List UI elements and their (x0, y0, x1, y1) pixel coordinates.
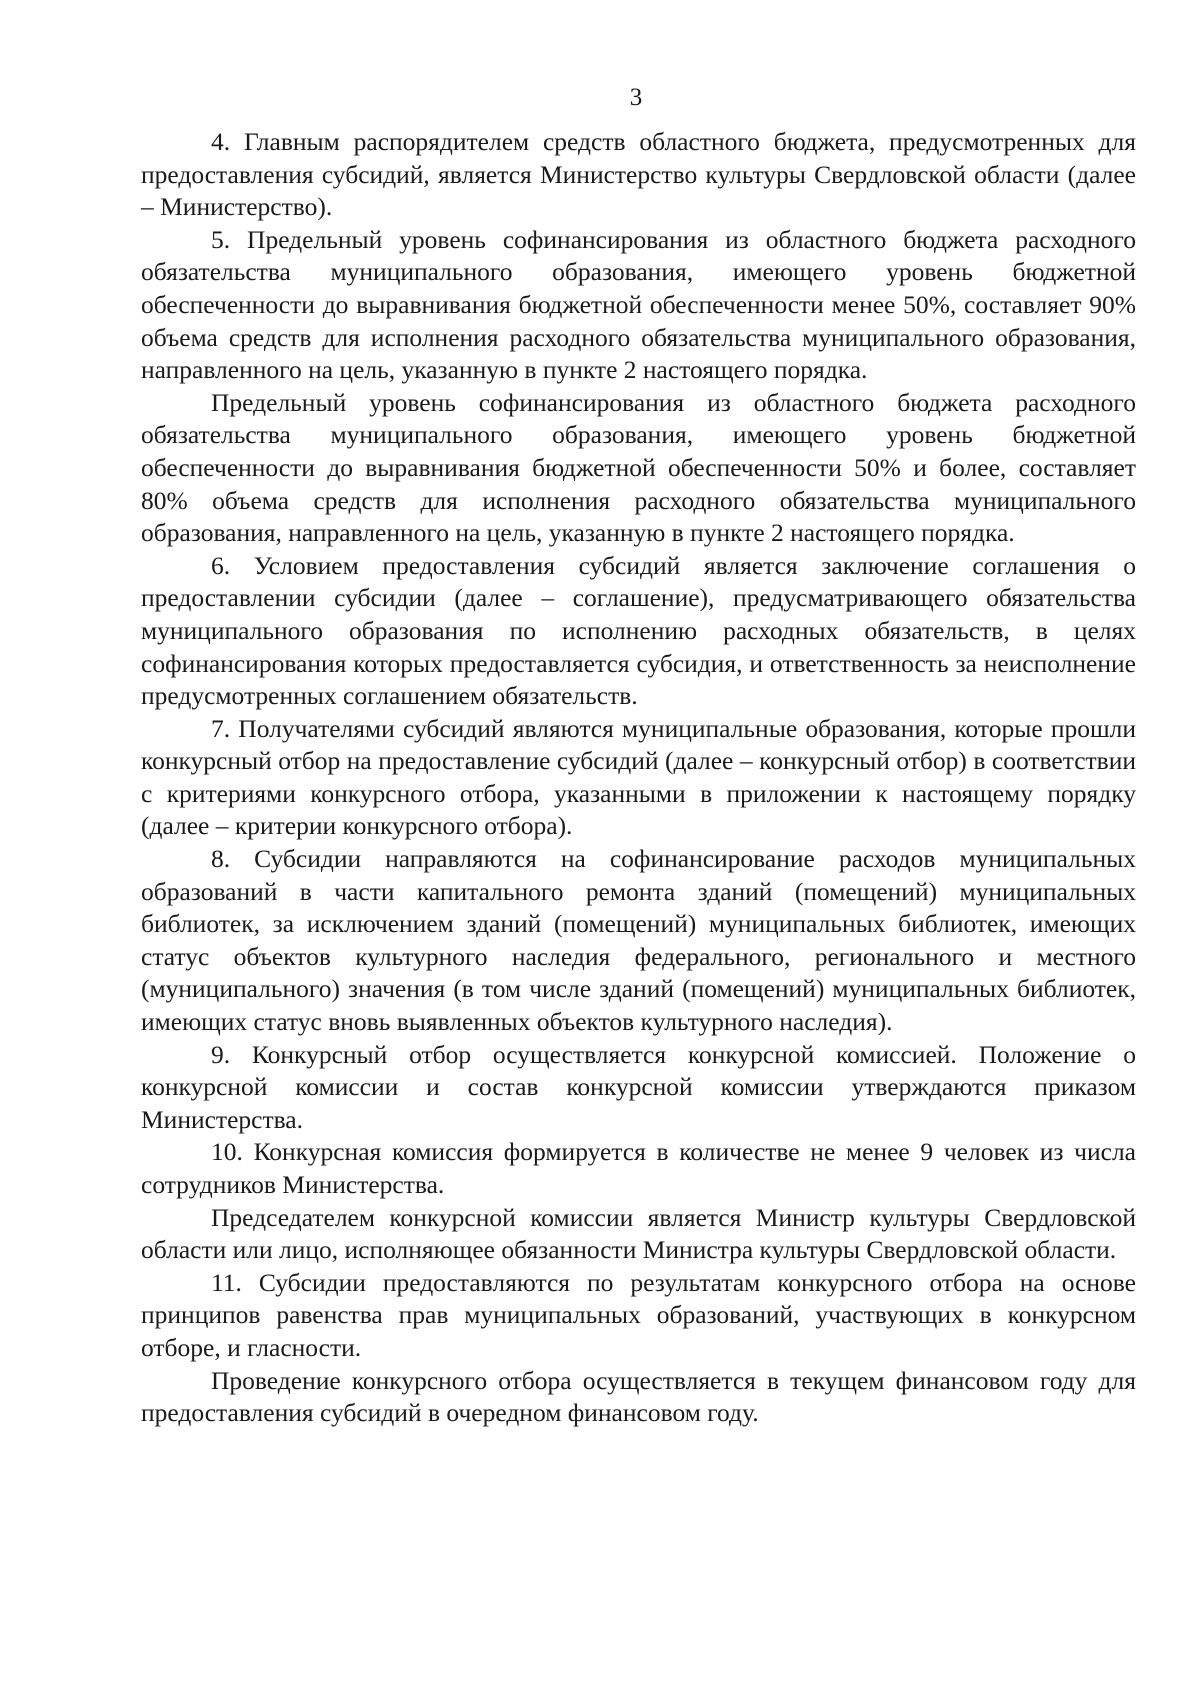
page-number: 3 (629, 84, 643, 111)
paragraph-item-10-chairman: Председателем конкурсной комиссии является Министр культуры Свердловской области или лицо, исполняющее обязанности Министра культуры Свердловской области. (141, 1202, 1136, 1265)
paragraph-item-9: 9. Конкурсный отбор осуществляется конкурсной комиссией. Положение о конкурсной комиссии и состав конкурсной комиссии утверждаются приказом Министерства. (141, 1039, 1136, 1134)
paragraph-item-8: 8. Субсидии направляются на софинансирование расходов муниципальных образований в части капитального ремонта зданий (помещений) муниципальных библиотек, за исключением зданий (помещений) муниципальных библиотек, имеющих статус объектов культурного наследия федерального, регионального и местного (муниципального) значения (в том числе зданий (помещений) муниципальных библиотек, имеющих статус вновь выявленных объектов культурного наследия). (141, 844, 1136, 1037)
paragraph-item-10: 10. Конкурсная комиссия формируется в количестве не менее 9 человек из числа сотрудников Министерства. (141, 1137, 1136, 1199)
paragraph-item-7: 7. Получателями субсидий являются муниципальные образования, которые прошли конкурсный отбор на предоставление субсидий (далее – конкурсный отбор) в соответствии с критериями конкурсного отбора, указанными в приложении к настоящему порядку (далее – критерии конкурсного отбора). (141, 713, 1136, 841)
paragraph-item-11: 11. Субсидии предоставляются по результатам конкурсного отбора на основе принципов равенства прав муниципальных образований, участвующих в конкурсном отборе, и гласности. (141, 1267, 1136, 1362)
paragraph-item-11-continued: Проведение конкурсного отбора осуществляется в текущем финансовом году для предоставления субсидий в очередном финансовом году. (141, 1365, 1136, 1428)
paragraph-item-4: 4. Главным распорядителем средств областного бюджета, предусмотренных для предоставления субсидий, является Министерство культуры Свердловской области (далее – Министерство). (141, 127, 1136, 222)
paragraph-item-6: 6. Условием предоставления субсидий является заключение соглашения о предоставлении субсидии (далее – соглашение), предусматривающего обязательства муниципального образования по исполнению расходных обязательств, в целях софинансирования которых предоставляется субсидия, и ответственность за неисполнение предусмотренных соглашением обязательств. (141, 550, 1136, 711)
document-body (141, 126, 1136, 1430)
paragraph-item-5-continued: Предельный уровень софинансирования из областного бюджета расходного обязательства муниципального образования, имеющего уровень бюджетной обеспеченности до выравнивания бюджетной обеспеченности 50% и более, составляет 80% объема средств для исполнения расходного обязательства муниципального образования, направленного на цель, указанную в пункте 2 настоящего порядка. (141, 387, 1136, 548)
paragraph-item-5: 5. Предельный уровень софинансирования из областного бюджета расходного обязательства муниципального образования, имеющего уровень бюджетной обеспеченности до выравнивания бюджетной обеспеченности менее 50%, составляет 90% объема средств для исполнения расходного обязательства муниципального образования, направленного на цель, указанную в пункте 2 настоящего порядка. (141, 224, 1136, 385)
